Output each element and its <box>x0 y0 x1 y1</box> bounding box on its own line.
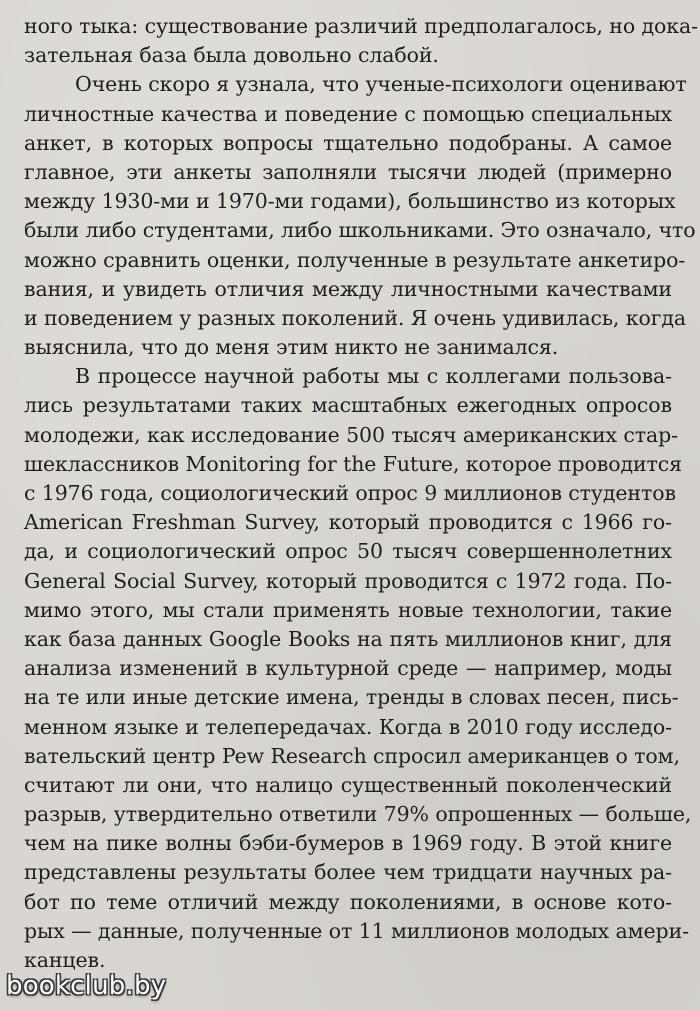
text-line: как база данных Google Books на пять миллионов книг, для <box>24 626 672 651</box>
text-line: и поведением у разных поколений. Я очень удивилась, когда <box>24 305 686 330</box>
body-text <box>24 12 698 975</box>
text-line: анкет, в которых вопросы тщательно подобраны. А самое <box>24 130 672 155</box>
text-line: чем на пике волны бэби-бумеров в 1969 году. В этой книге <box>24 831 672 856</box>
text-line: выяснила, что до меня этим никто не занимался. <box>24 335 559 360</box>
text-line: рых — данные, полученные от 11 миллионов молодых амери- <box>24 918 689 943</box>
text-line: вания, и увидеть отличия между личностными качествами <box>24 276 672 301</box>
text-line: анализа изменений в культурной среде — например, моды <box>24 656 672 681</box>
text-line: шеклассников Monitoring for the Future, которое проводится <box>24 451 682 476</box>
text-line: личностные качества и поведение с помощью специальных <box>24 101 672 126</box>
text-line: молодежи, как исследование 500 тысяч американских стар- <box>24 422 679 447</box>
text-line: можно сравнить оценки, полученные в результате анкетиро- <box>24 247 686 272</box>
text-line: бот по теме отличий между поколениями, в основе кото- <box>24 889 672 914</box>
text-line: на те или иные детские имена, тренды в словах песен, пись- <box>24 685 679 710</box>
text-line: считают ли они, что налицо существенный поколенческий <box>24 772 672 797</box>
text-line: зательная база была довольно слабой. <box>24 43 439 68</box>
text-line: главное, эти анкеты заполняли тысячи людей (примерно <box>24 159 672 184</box>
text-line: менном языке и телепередачах. Когда в 2010 году исследо- <box>24 714 672 739</box>
text-line: представлены результаты более чем тридцати научных ра- <box>24 860 672 885</box>
text-line: лись результатами таких масштабных ежегодных опросов <box>24 393 672 418</box>
text-line: между 1930-ми и 1970-ми годами), большинство из которых <box>24 189 676 214</box>
text-line: Очень скоро я узнала, что ученые-психологи оценивают <box>75 72 687 97</box>
text-line: разрыв, утвердительно ответили 79% опрошенных — больше, <box>24 802 692 827</box>
text-line: В процессе научной работы мы с коллегами пользова- <box>75 364 672 389</box>
text-line: были либо студентами, либо школьниками. Это означало, что <box>24 218 696 243</box>
text-line: с 1976 года, социологический опрос 9 миллионов студентов <box>24 481 676 505</box>
bookclub-watermark: bookclub.by <box>6 971 167 1001</box>
text-line: мимо этого, мы стали применять новые технологии, такие <box>24 597 672 622</box>
text-line: General Social Survey, который проводится с 1972 года. По- <box>24 568 672 593</box>
text-line: да, и социологический опрос 50 тысяч совершеннолетних <box>24 539 672 564</box>
text-line: ного тыка: существование различий предполагалось, но дока- <box>24 14 698 38</box>
text-line: вательский центр Pew Research спросил американцев о том, <box>24 743 680 768</box>
text-line: American Freshman Survey, который проводится с 1966 го- <box>24 510 672 535</box>
text-line: канцев. <box>24 948 106 972</box>
